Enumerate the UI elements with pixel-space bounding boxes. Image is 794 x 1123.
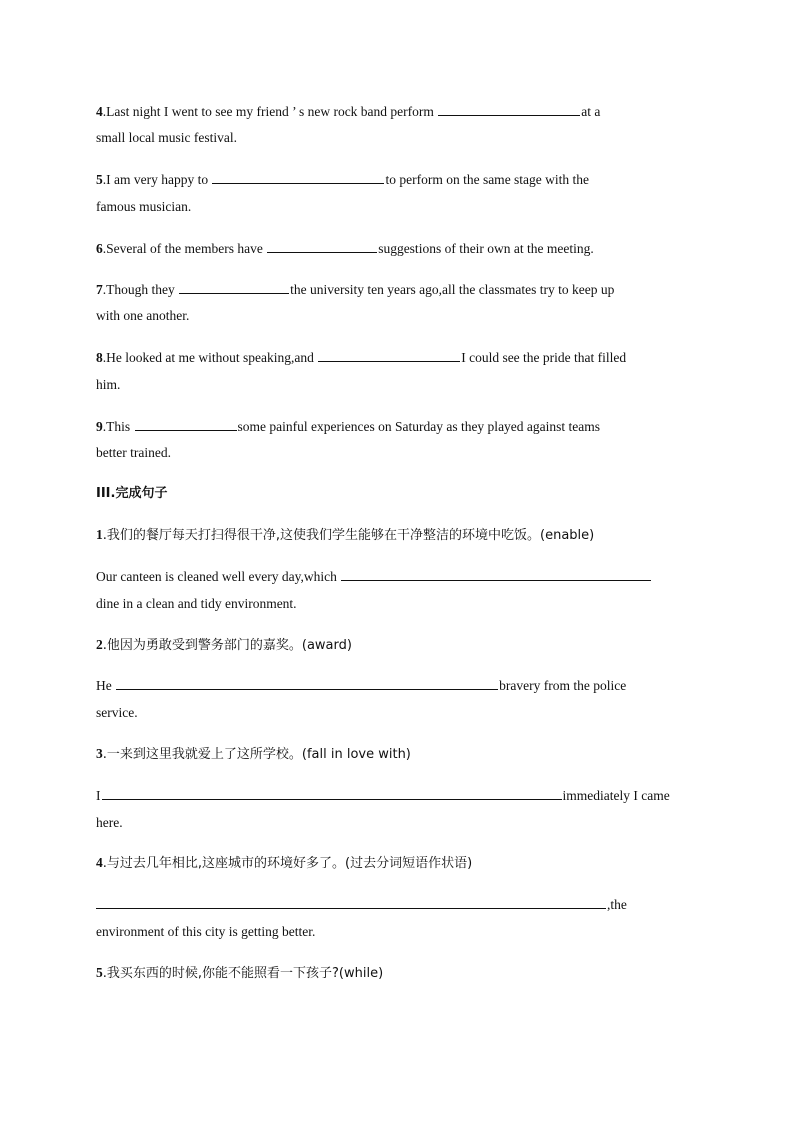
sentence-3-answer-line	[96, 785, 698, 806]
answer-blank[interactable]	[318, 347, 460, 362]
question-text: some painful experiences on Saturday as they played against teams	[237, 419, 601, 434]
question-number: 4	[96, 104, 103, 119]
question-8-line-2: him.	[96, 377, 121, 392]
sentence-3-answer-line-2: here.	[96, 815, 123, 830]
answer-blank[interactable]	[438, 101, 580, 116]
sentence-2-prompt	[96, 635, 698, 656]
chinese-prompt: .他因为勇敢受到警务部门的嘉奖。(award)	[102, 638, 352, 653]
chinese-prompt: .我买东西的时候,你能不能照看一下孩子?(while)	[102, 966, 384, 981]
question-text: .Last night I went to see my friend ’ s new rock band perform	[102, 104, 438, 119]
answer-text: bravery from the police	[499, 678, 627, 693]
question-number: 7	[96, 282, 103, 297]
answer-blank[interactable]	[212, 169, 384, 184]
question-text: .This	[102, 419, 134, 434]
sentence-5-prompt	[96, 963, 698, 984]
chinese-prompt: .我们的餐厅每天打扫得很干净,这使我们学生能够在干净整洁的环境中吃饭。(enable)	[102, 528, 595, 543]
question-7-line-2: with one another.	[96, 308, 190, 323]
answer-text: ,the	[607, 897, 627, 912]
question-number: 6	[96, 241, 103, 256]
question-number: 9	[96, 419, 103, 434]
question-number: 2	[96, 637, 103, 652]
question-text: I could see the pride that filled	[461, 350, 627, 365]
question-9-line-2: better trained.	[96, 445, 171, 460]
question-5-line-2: famous musician.	[96, 199, 192, 214]
question-number: 3	[96, 746, 103, 761]
question-9-line-1	[96, 416, 698, 437]
question-5-line-1	[96, 169, 698, 190]
answer-text: immediately I came	[562, 788, 670, 803]
chinese-prompt: .一来到这里我就爱上了这所学校。(fall in love with)	[102, 747, 411, 762]
question-text: at a	[581, 104, 601, 119]
sentence-4-prompt	[96, 853, 698, 874]
question-text: to perform on the same stage with the	[385, 172, 590, 187]
question-text: .He looked at me without speaking,and	[102, 350, 318, 365]
question-number: 1	[96, 527, 103, 542]
question-text: .I am very happy to	[102, 172, 212, 187]
question-number: 4	[96, 855, 103, 870]
answer-blank[interactable]	[135, 416, 237, 431]
question-7-line-1	[96, 279, 698, 300]
question-text: .Several of the members have	[102, 241, 267, 256]
answer-text: He	[96, 678, 116, 693]
answer-blank[interactable]	[102, 785, 562, 800]
question-6-line-1	[96, 238, 698, 259]
answer-text: I	[96, 788, 101, 803]
sentence-2-answer-line-2: service.	[96, 705, 138, 720]
sentence-1-answer-line	[96, 566, 700, 587]
question-4-line-1	[96, 101, 698, 122]
section-heading: III.完成句子	[96, 486, 168, 501]
answer-blank[interactable]	[341, 566, 651, 581]
question-text: .Though they	[102, 282, 179, 297]
question-text: suggestions of their own at the meeting.	[378, 241, 594, 256]
answer-blank[interactable]	[96, 894, 606, 909]
answer-blank[interactable]	[179, 279, 289, 294]
sentence-1-answer-line-2: dine in a clean and tidy environment.	[96, 596, 297, 611]
chinese-prompt: .与过去几年相比,这座城市的环境好多了。(过去分词短语作状语)	[102, 856, 473, 871]
answer-text: Our canteen is cleaned well every day,which	[96, 569, 341, 584]
question-number: 5	[96, 965, 103, 980]
question-number: 8	[96, 350, 103, 365]
question-number: 5	[96, 172, 103, 187]
sentence-4-answer-line	[96, 894, 698, 915]
question-8-line-1	[96, 347, 698, 368]
question-4-line-2: small local music festival.	[96, 130, 237, 145]
question-text: the university ten years ago,all the classmates try to keep up	[290, 282, 615, 297]
sentence-3-prompt	[96, 744, 698, 765]
sentence-2-answer-line	[96, 675, 698, 696]
sentence-4-answer-line-2: environment of this city is getting better.	[96, 924, 316, 939]
answer-blank[interactable]	[116, 675, 498, 690]
answer-blank[interactable]	[267, 238, 377, 253]
sentence-1-prompt	[96, 525, 698, 546]
